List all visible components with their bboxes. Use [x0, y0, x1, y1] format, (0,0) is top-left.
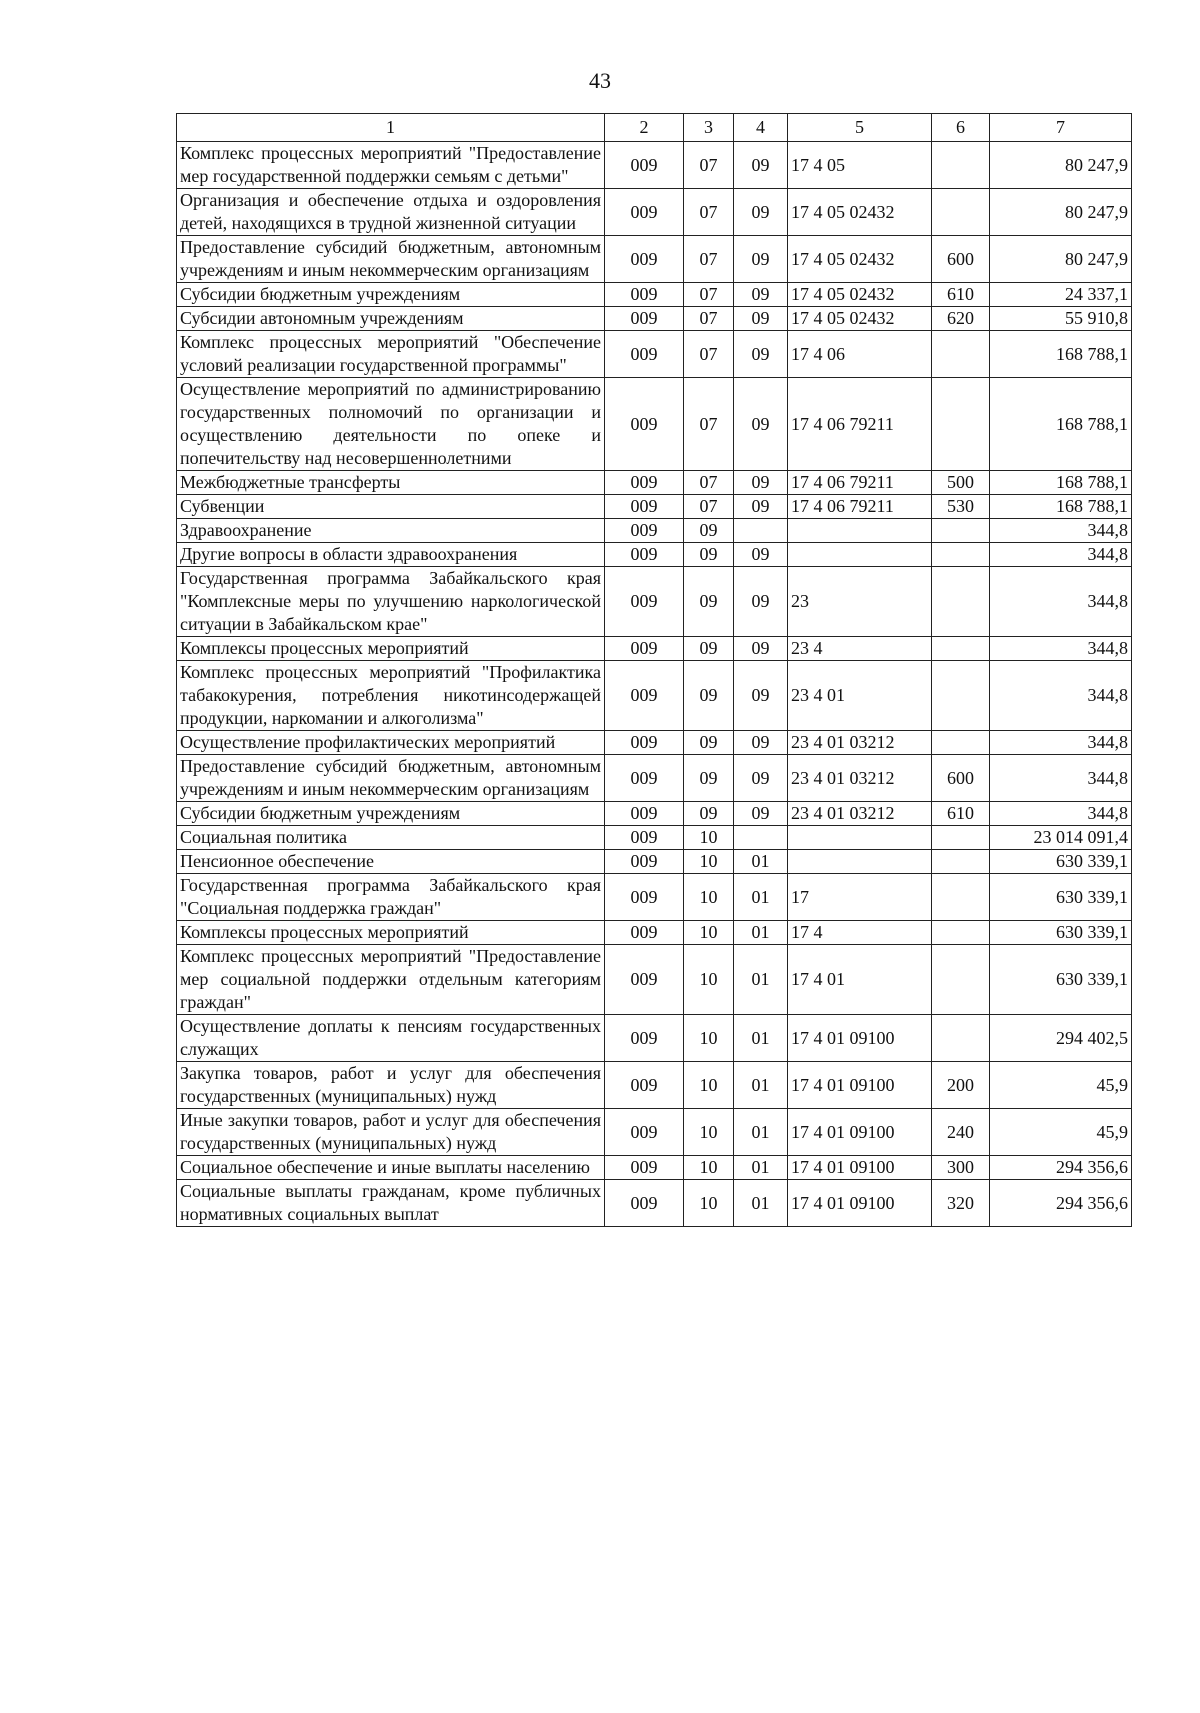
page-number: 43 [589, 68, 611, 93]
table-row [177, 331, 1132, 378]
row-admin-code-cell: 009 [605, 378, 684, 471]
row-expense-type-cell [932, 189, 990, 236]
row-target-article-cell: 17 4 01 09100 [788, 1156, 932, 1180]
row-name-cell: Государственная программа Забайкальского края "Комплексные меры по улучшению наркологической ситуации в Забайкальском крае" [177, 567, 605, 637]
row-target-article-cell: 17 4 05 [788, 142, 932, 189]
row-expense-type-cell: 200 [932, 1062, 990, 1109]
row-subsection-cell: 09 [734, 378, 788, 471]
row-name-cell: Организация и обеспечение отдыха и оздоровления детей, находящихся в трудной жизненной ситуации [177, 189, 605, 236]
row-expense-type-cell: 610 [932, 802, 990, 826]
row-section-cell: 09 [684, 802, 734, 826]
row-amount-cell: 344,8 [990, 731, 1132, 755]
row-subsection-cell: 09 [734, 802, 788, 826]
row-subsection-cell: 01 [734, 1062, 788, 1109]
row-expense-type-cell [932, 731, 990, 755]
table-row [177, 850, 1132, 874]
row-amount-cell: 344,8 [990, 519, 1132, 543]
row-admin-code-cell: 009 [605, 1109, 684, 1156]
row-target-article-cell: 17 4 01 09100 [788, 1180, 932, 1227]
row-subsection-cell: 09 [734, 307, 788, 331]
row-section-cell: 07 [684, 142, 734, 189]
row-target-article-cell: 23 4 01 03212 [788, 755, 932, 802]
row-expense-type-cell [932, 567, 990, 637]
row-expense-type-cell: 300 [932, 1156, 990, 1180]
table-row [177, 1015, 1132, 1062]
row-amount-cell: 168 788,1 [990, 471, 1132, 495]
row-amount-cell: 630 339,1 [990, 850, 1132, 874]
row-expense-type-cell: 600 [932, 236, 990, 283]
row-subsection-cell: 09 [734, 543, 788, 567]
row-section-cell: 10 [684, 1180, 734, 1227]
row-section-cell: 09 [684, 567, 734, 637]
table-row [177, 945, 1132, 1015]
row-section-cell: 10 [684, 826, 734, 850]
row-amount-cell: 168 788,1 [990, 331, 1132, 378]
row-target-article-cell: 17 4 01 09100 [788, 1015, 932, 1062]
row-section-cell: 07 [684, 236, 734, 283]
row-admin-code-cell: 009 [605, 731, 684, 755]
header-cell-1: 1 [177, 114, 605, 142]
row-target-article-cell [788, 826, 932, 850]
row-expense-type-cell [932, 519, 990, 543]
row-target-article-cell: 23 4 01 [788, 661, 932, 731]
table-row [177, 189, 1132, 236]
row-subsection-cell [734, 826, 788, 850]
row-expense-type-cell [932, 850, 990, 874]
row-amount-cell: 344,8 [990, 661, 1132, 731]
table-row [177, 802, 1132, 826]
row-expense-type-cell [932, 921, 990, 945]
row-admin-code-cell: 009 [605, 236, 684, 283]
table-row [177, 637, 1132, 661]
row-admin-code-cell: 009 [605, 307, 684, 331]
row-admin-code-cell: 009 [605, 331, 684, 378]
row-admin-code-cell: 009 [605, 661, 684, 731]
row-target-article-cell: 17 4 05 02432 [788, 307, 932, 331]
row-section-cell: 09 [684, 519, 734, 543]
row-section-cell: 09 [684, 731, 734, 755]
row-expense-type-cell [932, 661, 990, 731]
table-row [177, 1062, 1132, 1109]
row-amount-cell: 344,8 [990, 543, 1132, 567]
table-row [177, 826, 1132, 850]
row-subsection-cell: 01 [734, 921, 788, 945]
row-target-article-cell: 17 4 01 [788, 945, 932, 1015]
row-target-article-cell: 23 [788, 567, 932, 637]
row-amount-cell: 630 339,1 [990, 874, 1132, 921]
table-row [177, 1180, 1132, 1227]
row-target-article-cell: 17 4 06 [788, 331, 932, 378]
table-row [177, 1109, 1132, 1156]
row-target-article-cell: 17 4 [788, 921, 932, 945]
table-row [177, 921, 1132, 945]
row-section-cell: 09 [684, 661, 734, 731]
row-admin-code-cell: 009 [605, 471, 684, 495]
row-amount-cell: 344,8 [990, 802, 1132, 826]
row-subsection-cell: 09 [734, 189, 788, 236]
row-subsection-cell [734, 519, 788, 543]
row-name-cell: Комплексы процессных мероприятий [177, 637, 605, 661]
row-amount-cell: 630 339,1 [990, 921, 1132, 945]
header-cell-6: 6 [932, 114, 990, 142]
row-subsection-cell: 09 [734, 567, 788, 637]
row-amount-cell: 168 788,1 [990, 495, 1132, 519]
budget-table [176, 113, 1132, 1227]
table-row [177, 378, 1132, 471]
row-target-article-cell: 17 4 05 02432 [788, 189, 932, 236]
row-target-article-cell: 17 4 01 09100 [788, 1109, 932, 1156]
row-name-cell: Комплекс процессных мероприятий "Предоставление мер государственной поддержки семьям с детьми" [177, 142, 605, 189]
table-row [177, 471, 1132, 495]
row-admin-code-cell: 009 [605, 637, 684, 661]
table-row [177, 874, 1132, 921]
row-admin-code-cell: 009 [605, 519, 684, 543]
row-amount-cell: 294 356,6 [990, 1180, 1132, 1227]
row-name-cell: Закупка товаров, работ и услуг для обеспечения государственных (муниципальных) нужд [177, 1062, 605, 1109]
row-name-cell: Комплекс процессных мероприятий "Предоставление мер социальной поддержки отдельным категориям граждан" [177, 945, 605, 1015]
row-subsection-cell: 09 [734, 755, 788, 802]
row-expense-type-cell: 320 [932, 1180, 990, 1227]
row-admin-code-cell: 009 [605, 945, 684, 1015]
table-row [177, 567, 1132, 637]
table-row [177, 142, 1132, 189]
row-subsection-cell: 09 [734, 731, 788, 755]
row-expense-type-cell: 240 [932, 1109, 990, 1156]
row-amount-cell: 294 402,5 [990, 1015, 1132, 1062]
row-target-article-cell: 17 4 05 02432 [788, 283, 932, 307]
row-target-article-cell [788, 519, 932, 543]
row-expense-type-cell: 600 [932, 755, 990, 802]
row-subsection-cell: 09 [734, 495, 788, 519]
row-name-cell: Комплекс процессных мероприятий "Обеспечение условий реализации государственной программы" [177, 331, 605, 378]
row-name-cell: Иные закупки товаров, работ и услуг для обеспечения государственных (муниципальных) нужд [177, 1109, 605, 1156]
row-amount-cell: 344,8 [990, 755, 1132, 802]
row-admin-code-cell: 009 [605, 495, 684, 519]
header-cell-5: 5 [788, 114, 932, 142]
row-admin-code-cell: 009 [605, 1062, 684, 1109]
row-admin-code-cell: 009 [605, 874, 684, 921]
row-name-cell: Субсидии автономным учреждениям [177, 307, 605, 331]
row-target-article-cell: 17 [788, 874, 932, 921]
row-admin-code-cell: 009 [605, 850, 684, 874]
row-target-article-cell [788, 543, 932, 567]
row-name-cell: Межбюджетные трансферты [177, 471, 605, 495]
row-name-cell: Пенсионное обеспечение [177, 850, 605, 874]
table-row [177, 283, 1132, 307]
row-subsection-cell: 01 [734, 1109, 788, 1156]
row-admin-code-cell: 009 [605, 921, 684, 945]
header-cell-2: 2 [605, 114, 684, 142]
row-name-cell: Комплексы процессных мероприятий [177, 921, 605, 945]
row-name-cell: Предоставление субсидий бюджетным, автономным учреждениям и иным некоммерческим организациям [177, 236, 605, 283]
row-admin-code-cell: 009 [605, 567, 684, 637]
row-expense-type-cell: 530 [932, 495, 990, 519]
row-section-cell: 07 [684, 495, 734, 519]
table-row [177, 731, 1132, 755]
row-name-cell: Социальная политика [177, 826, 605, 850]
row-amount-cell: 23 014 091,4 [990, 826, 1132, 850]
row-expense-type-cell [932, 378, 990, 471]
row-subsection-cell: 01 [734, 1156, 788, 1180]
row-section-cell: 10 [684, 1062, 734, 1109]
row-amount-cell: 168 788,1 [990, 378, 1132, 471]
row-target-article-cell: 23 4 [788, 637, 932, 661]
row-amount-cell: 344,8 [990, 567, 1132, 637]
row-section-cell: 07 [684, 331, 734, 378]
row-expense-type-cell [932, 331, 990, 378]
row-name-cell: Государственная программа Забайкальского края "Социальная поддержка граждан" [177, 874, 605, 921]
row-amount-cell: 24 337,1 [990, 283, 1132, 307]
row-expense-type-cell: 610 [932, 283, 990, 307]
row-section-cell: 10 [684, 1109, 734, 1156]
row-subsection-cell: 01 [734, 1015, 788, 1062]
row-admin-code-cell: 009 [605, 142, 684, 189]
table-row [177, 543, 1132, 567]
row-target-article-cell: 17 4 06 79211 [788, 495, 932, 519]
row-name-cell: Другие вопросы в области здравоохранения [177, 543, 605, 567]
row-admin-code-cell: 009 [605, 802, 684, 826]
row-name-cell: Субсидии бюджетным учреждениям [177, 283, 605, 307]
row-section-cell: 10 [684, 850, 734, 874]
row-target-article-cell: 17 4 06 79211 [788, 471, 932, 495]
row-name-cell: Осуществление мероприятий по администрированию государственных полномочий по организации и осуществлению деятельности по опеке и попечительству над несовершеннолетними [177, 378, 605, 471]
row-section-cell: 10 [684, 1015, 734, 1062]
row-subsection-cell: 09 [734, 637, 788, 661]
header-row [177, 114, 1132, 142]
row-amount-cell: 80 247,9 [990, 236, 1132, 283]
row-target-article-cell [788, 850, 932, 874]
row-amount-cell: 80 247,9 [990, 142, 1132, 189]
table-row [177, 661, 1132, 731]
table-row [177, 519, 1132, 543]
row-admin-code-cell: 009 [605, 543, 684, 567]
row-name-cell: Социальное обеспечение и иные выплаты населению [177, 1156, 605, 1180]
row-expense-type-cell [932, 142, 990, 189]
row-expense-type-cell [932, 826, 990, 850]
row-target-article-cell: 23 4 01 03212 [788, 802, 932, 826]
table-row [177, 755, 1132, 802]
row-amount-cell: 45,9 [990, 1109, 1132, 1156]
header-cell-7: 7 [990, 114, 1132, 142]
table-row [177, 307, 1132, 331]
row-amount-cell: 45,9 [990, 1062, 1132, 1109]
row-subsection-cell: 09 [734, 142, 788, 189]
row-section-cell: 07 [684, 283, 734, 307]
row-section-cell: 07 [684, 378, 734, 471]
row-admin-code-cell: 009 [605, 283, 684, 307]
row-expense-type-cell [932, 1015, 990, 1062]
row-subsection-cell: 01 [734, 1180, 788, 1227]
row-subsection-cell: 09 [734, 471, 788, 495]
row-admin-code-cell: 009 [605, 1180, 684, 1227]
row-subsection-cell: 01 [734, 874, 788, 921]
row-section-cell: 10 [684, 945, 734, 1015]
row-subsection-cell: 09 [734, 283, 788, 307]
row-admin-code-cell: 009 [605, 1015, 684, 1062]
row-subsection-cell: 09 [734, 661, 788, 731]
row-section-cell: 09 [684, 755, 734, 802]
row-amount-cell: 294 356,6 [990, 1156, 1132, 1180]
row-section-cell: 10 [684, 1156, 734, 1180]
header-cell-3: 3 [684, 114, 734, 142]
row-target-article-cell: 17 4 01 09100 [788, 1062, 932, 1109]
row-section-cell: 10 [684, 874, 734, 921]
row-subsection-cell: 01 [734, 850, 788, 874]
row-name-cell: Предоставление субсидий бюджетным, автономным учреждениям и иным некоммерческим организациям [177, 755, 605, 802]
row-amount-cell: 630 339,1 [990, 945, 1132, 1015]
row-admin-code-cell: 009 [605, 826, 684, 850]
row-name-cell: Осуществление доплаты к пенсиям государственных служащих [177, 1015, 605, 1062]
row-name-cell: Субсидии бюджетным учреждениям [177, 802, 605, 826]
header-cell-4: 4 [734, 114, 788, 142]
row-amount-cell: 80 247,9 [990, 189, 1132, 236]
row-admin-code-cell: 009 [605, 1156, 684, 1180]
row-name-cell: Комплекс процессных мероприятий "Профилактика табакокурения, потребления никотинсодержащей продукции, наркомании и алкоголизма" [177, 661, 605, 731]
row-name-cell: Субвенции [177, 495, 605, 519]
table-row [177, 495, 1132, 519]
row-section-cell: 10 [684, 921, 734, 945]
row-section-cell: 09 [684, 543, 734, 567]
table-row [177, 236, 1132, 283]
row-target-article-cell: 17 4 06 79211 [788, 378, 932, 471]
row-amount-cell: 344,8 [990, 637, 1132, 661]
row-amount-cell: 55 910,8 [990, 307, 1132, 331]
table-row [177, 1156, 1132, 1180]
row-expense-type-cell [932, 543, 990, 567]
row-target-article-cell: 17 4 05 02432 [788, 236, 932, 283]
row-section-cell: 09 [684, 637, 734, 661]
row-name-cell: Осуществление профилактических мероприятий [177, 731, 605, 755]
row-admin-code-cell: 009 [605, 755, 684, 802]
row-expense-type-cell: 620 [932, 307, 990, 331]
row-expense-type-cell: 500 [932, 471, 990, 495]
row-expense-type-cell [932, 945, 990, 1015]
row-expense-type-cell [932, 637, 990, 661]
row-section-cell: 07 [684, 471, 734, 495]
row-name-cell: Здравоохранение [177, 519, 605, 543]
row-expense-type-cell [932, 874, 990, 921]
table-body [177, 142, 1132, 1227]
row-subsection-cell: 09 [734, 236, 788, 283]
row-target-article-cell: 23 4 01 03212 [788, 731, 932, 755]
row-admin-code-cell: 009 [605, 189, 684, 236]
row-section-cell: 07 [684, 307, 734, 331]
row-section-cell: 07 [684, 189, 734, 236]
row-name-cell: Социальные выплаты гражданам, кроме публичных нормативных социальных выплат [177, 1180, 605, 1227]
row-subsection-cell: 01 [734, 945, 788, 1015]
row-subsection-cell: 09 [734, 331, 788, 378]
